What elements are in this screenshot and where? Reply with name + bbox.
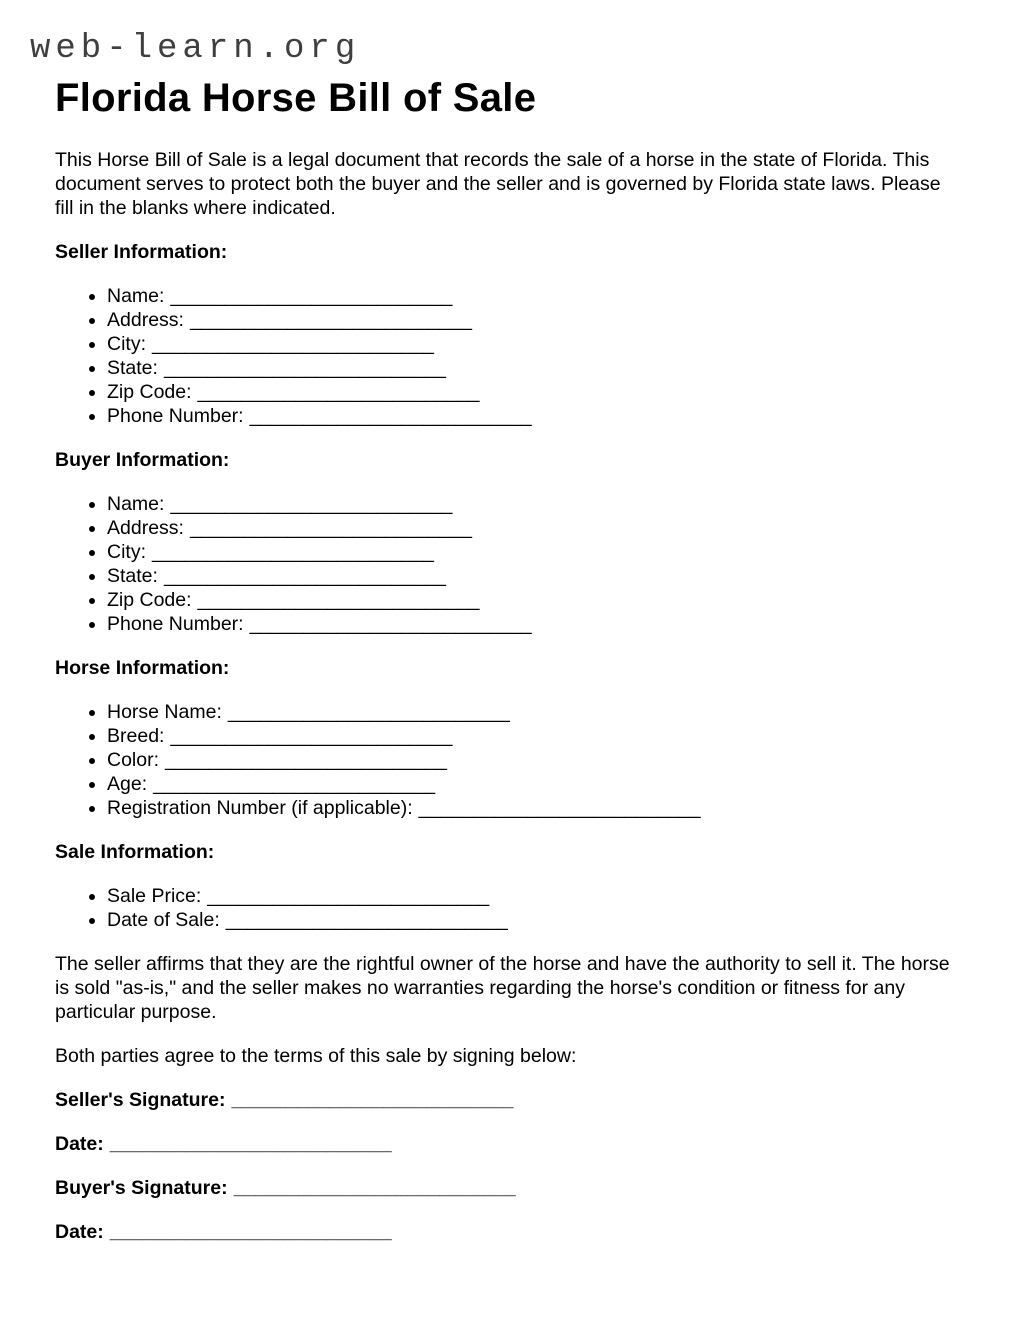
- blank-line: __________________________: [170, 493, 453, 515]
- field-label: City:: [107, 333, 146, 355]
- field-label: Sale Price:: [107, 885, 202, 907]
- field-label: Registration Number (if applicable):: [107, 797, 413, 819]
- field-label: Horse Name:: [107, 701, 222, 723]
- buyer-field-city: [107, 540, 957, 564]
- intro-paragraph: This Horse Bill of Sale is a legal document that records the sale of a horse in the state of Florida. This document serves to protect both the buyer and the seller and is governed by Florida state laws. Please fill in the blanks where indicated.: [55, 149, 941, 219]
- signature-label: Date:: [55, 1133, 104, 1155]
- seller-field-zip-code: [107, 380, 957, 404]
- horse-field-name: [107, 700, 957, 724]
- field-label: Name:: [107, 493, 165, 515]
- blank-line: __________________________: [249, 613, 532, 635]
- affirmation-paragraph: The seller affirms that they are the rightful owner of the horse and have the authority to sell it. The horse is sold "as-is," and the seller makes no warranties regarding the horse's condition or fitness for any particular purpose.: [55, 953, 950, 1023]
- field-label: Zip Code:: [107, 381, 192, 403]
- blank-line: __________________________: [227, 701, 510, 723]
- section-heading-sale: Sale Information:: [55, 841, 215, 863]
- horse-field-age: [107, 772, 957, 796]
- field-label: Address:: [107, 309, 184, 331]
- seller-signature-line: [55, 1088, 957, 1112]
- blank-line: __________________________: [170, 285, 453, 307]
- field-label: City:: [107, 541, 146, 563]
- blank-line: __________________________: [231, 1089, 514, 1111]
- sale-field-date: [107, 908, 957, 932]
- blank-line: __________________________: [189, 517, 472, 539]
- seller-signature-date-line: [55, 1132, 957, 1156]
- signature-label: Buyer's Signature:: [55, 1177, 228, 1199]
- blank-line: __________________________: [165, 749, 448, 771]
- blank-line: __________________________: [197, 381, 480, 403]
- blank-line: __________________________: [189, 309, 472, 331]
- section-heading-seller: Seller Information:: [55, 241, 228, 263]
- blank-line: __________________________: [170, 725, 453, 747]
- blank-line: __________________________: [152, 541, 434, 563]
- page-title: Florida Horse Bill of Sale: [55, 76, 537, 120]
- buyer-info-list: [55, 492, 957, 636]
- blank-line: __________________________: [197, 589, 480, 611]
- field-label: Phone Number:: [107, 405, 244, 427]
- field-label: State:: [107, 565, 158, 587]
- buyer-signature-line: [55, 1176, 957, 1200]
- field-label: Phone Number:: [107, 613, 244, 635]
- field-label: Zip Code:: [107, 589, 192, 611]
- section-heading-horse: Horse Information:: [55, 657, 230, 679]
- buyer-field-zip-code: [107, 588, 957, 612]
- seller-field-address: [107, 308, 957, 332]
- field-label: Address:: [107, 517, 184, 539]
- seller-field-phone-number: [107, 404, 957, 428]
- blank-line: __________________________: [153, 773, 436, 795]
- buyer-field-address: [107, 516, 957, 540]
- blank-line: __________________________: [233, 1177, 516, 1199]
- blank-line: __________________________: [109, 1221, 392, 1243]
- blank-line: __________________________: [225, 909, 508, 931]
- field-label: State:: [107, 357, 158, 379]
- section-heading-buyer: Buyer Information:: [55, 449, 230, 471]
- blank-line: __________________________: [163, 357, 446, 379]
- field-label: Breed:: [107, 725, 165, 747]
- horse-field-registration-number: [107, 796, 957, 820]
- seller-field-state: [107, 356, 957, 380]
- blank-line: __________________________: [249, 405, 532, 427]
- horse-info-list: [55, 700, 957, 820]
- site-logo: web-learn.org: [30, 30, 361, 68]
- buyer-field-phone-number: [107, 612, 957, 636]
- field-label: Color:: [107, 749, 160, 771]
- blank-line: __________________________: [418, 797, 701, 819]
- seller-field-name: [107, 284, 957, 308]
- blank-line: __________________________: [152, 333, 434, 355]
- buyer-field-state: [107, 564, 957, 588]
- buyer-field-name: [107, 492, 957, 516]
- field-label: Age:: [107, 773, 148, 795]
- signature-label: Date:: [55, 1221, 104, 1243]
- blank-line: __________________________: [207, 885, 490, 907]
- blank-line: __________________________: [163, 565, 446, 587]
- document-content: [55, 76, 957, 1244]
- field-label: Name:: [107, 285, 165, 307]
- agreement-paragraph: Both parties agree to the terms of this sale by signing below:: [55, 1045, 577, 1067]
- buyer-signature-date-line: [55, 1220, 957, 1244]
- sale-field-price: [107, 884, 957, 908]
- seller-info-list: [55, 284, 957, 428]
- field-label: Date of Sale:: [107, 909, 220, 931]
- signature-label: Seller's Signature:: [55, 1089, 226, 1111]
- seller-field-city: [107, 332, 957, 356]
- sale-info-list: [55, 884, 957, 932]
- blank-line: __________________________: [109, 1133, 392, 1155]
- horse-field-color: [107, 748, 957, 772]
- horse-field-breed: [107, 724, 957, 748]
